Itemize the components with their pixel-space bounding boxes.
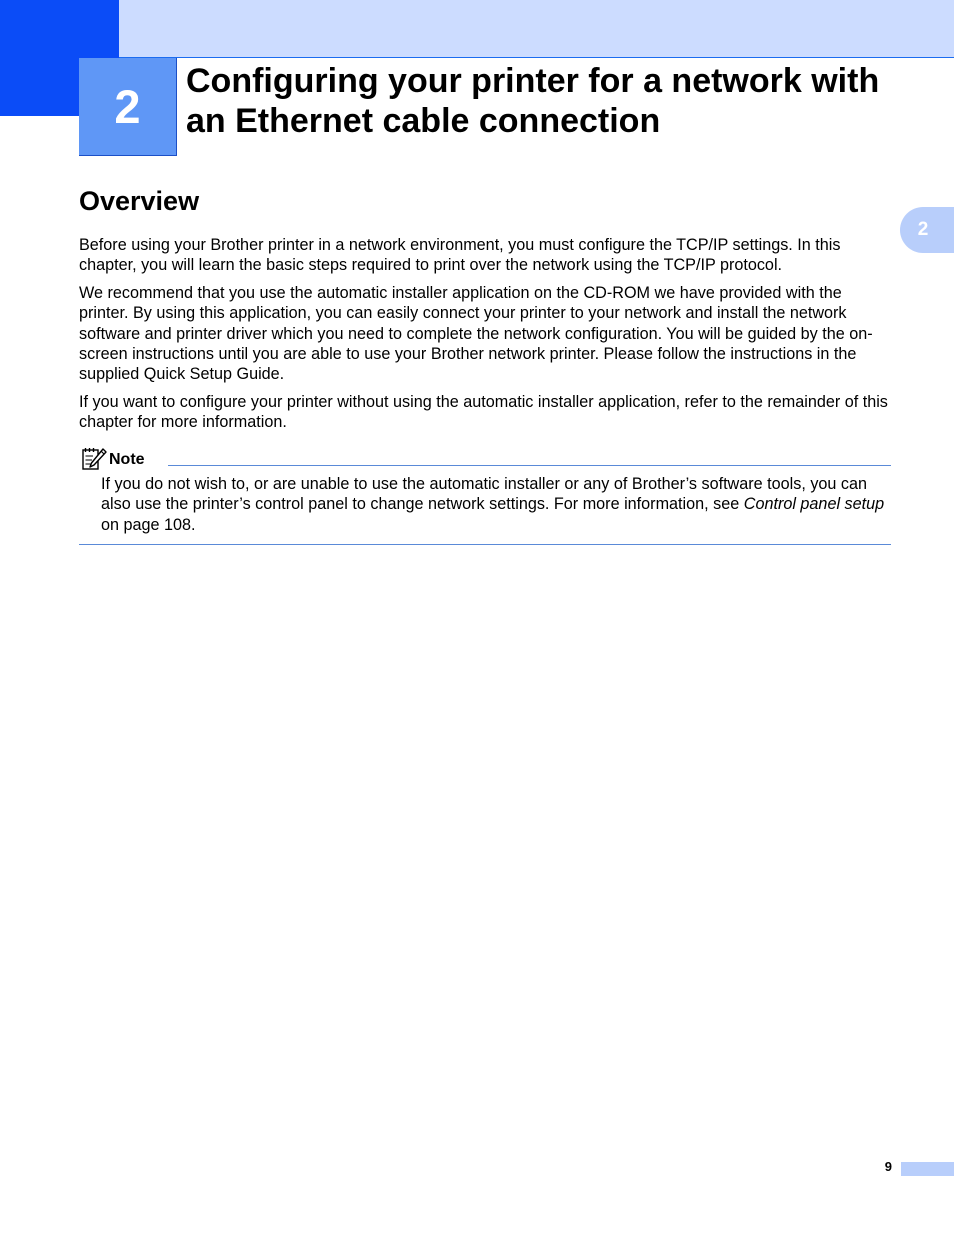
side-tab-label: 2 [917,219,929,240]
note-bottom-divider [79,544,891,545]
chapter-number: 2 [114,80,141,133]
body-paragraph-1: Before using your Brother printer in a network environment, you must configure the TCP/IP settings. In this chapter, you will learn the basic steps required to print over the network using the TCP/IP protocol. [79,236,841,275]
note-pencil-icon [81,446,107,472]
header-band [0,0,954,58]
note-text-before: If you do not wish to, or are unable to use the automatic installer or any of Brother’s software tools, you can also use the printer’s control panel to change network settings. For more information, see [101,475,868,514]
chapter-title: Configuring your printer for a network with an Ethernet cable connection [186,62,880,140]
chapter-side-tab[interactable] [900,207,954,253]
body-paragraph-2: We recommend that you use the automatic installer application on the CD-ROM we have provided with the printer. By using this application, you can easily connect your printer to your network and install the network software and printer driver which you need to complete the network configuration. You will be guided by the on-screen instructions until you are able to use your Brother network printer. Please follow the instructions in the supplied Quick Setup Guide. [79,284,873,384]
note-text-after: on page 108. [101,515,196,534]
note-text [101,474,891,535]
body-paragraph-3: If you want to configure your printer without using the automatic installer application, refer to the remainder of this chapter for more information. [79,393,888,432]
note-label: Note [109,451,145,468]
chapter-number-box [79,58,177,156]
page-number: 9 [884,1159,892,1174]
note-link-control-panel-setup[interactable]: Control panel setup [743,495,885,514]
footer-bar [901,1162,954,1176]
section-heading: Overview [79,186,200,216]
note-top-divider [168,465,891,466]
